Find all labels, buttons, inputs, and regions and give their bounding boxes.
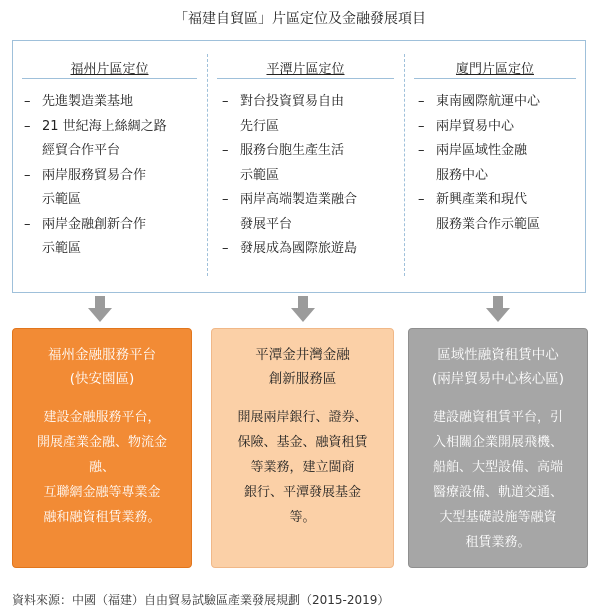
list-item-continued: 服務中心 (436, 167, 489, 183)
list-item: – 兩岸區域性金融 (418, 143, 528, 158)
xiamen-list (416, 90, 584, 237)
source-note: 資料來源：中國（福建）自由貿易試驗區產業發展規劃（2015-2019） (12, 593, 390, 607)
fuzhou-finance-box (12, 328, 192, 568)
fuzhou-list (22, 90, 202, 262)
box-title: 平潭金井灣金融 創新服務區 (255, 347, 350, 387)
down-arrow-icon (291, 296, 315, 322)
down-arrow-icon (486, 296, 510, 322)
list-item: – 發展成為國際旅遊島 (222, 241, 358, 256)
list-item: – 兩岸金融創新合作 (24, 216, 147, 232)
pingtan-finance-box (211, 328, 394, 568)
box-title: 福州金融服務平台 (快安園區) (48, 347, 156, 387)
list-item-continued: 先行區 (240, 118, 280, 134)
list-item: – 兩岸貿易中心 (418, 118, 515, 134)
list-item-continued: 示範區 (240, 167, 280, 183)
list-item: – 先進製造業基地 (24, 94, 134, 109)
list-item: – 新興產業和現代 (418, 192, 528, 207)
heading-rule (22, 78, 197, 79)
list-item: – 兩岸服務貿易合作 (24, 167, 147, 183)
down-arrow-icon (88, 296, 112, 322)
pingtan-list (220, 90, 400, 262)
list-item: – 兩岸高端製造業融合 (222, 192, 358, 207)
fuzhou-heading: 福州片區定位 (70, 62, 149, 77)
box-body: 建設融資租賃平台，引 入相關企業開展飛機、 船舶、大型設備、高端 醫療設備、軌道交通、 大型基礎設施等融資 租賃業務。 (432, 410, 563, 550)
list-item-continued: 經貿合作平台 (42, 143, 121, 158)
xiamen-heading: 廈門片區定位 (455, 62, 534, 77)
list-item: – 對台投資貿易自由 (222, 94, 345, 109)
pingtan-heading: 平潭片區定位 (266, 62, 345, 77)
list-item-continued: 發展平台 (240, 216, 293, 232)
heading-rule (414, 78, 576, 79)
box-body: 建設金融服務平台， 開展產業金融、物流金 融、 互聯網金融等專業金 融和融資租賃業務。 (36, 410, 167, 525)
list-item-continued: 示範區 (42, 241, 82, 256)
xiamen-finance-box (408, 328, 588, 568)
list-item: – 東南國際航運中心 (418, 94, 541, 109)
column-divider (207, 54, 208, 276)
diagram-title: 「福建自貿區」片區定位及金融發展項目 (174, 11, 426, 27)
list-item: – 21 世紀海上絲綢之路 (24, 118, 167, 134)
box-body: 開展兩岸銀行、證券、 保險、基金、融資租賃 等業務，建立閩商 銀行、平潭發展基金 等。 (237, 410, 368, 525)
list-item: – 服務台胞生產生活 (222, 143, 345, 158)
list-item-continued: 服務業合作示範區 (436, 216, 541, 232)
list-item-continued: 示範區 (42, 192, 82, 207)
heading-rule (217, 78, 394, 79)
column-divider (404, 54, 405, 276)
box-title: 區域性融資租賃中心 (兩岸貿易中心核心區) (431, 347, 565, 387)
